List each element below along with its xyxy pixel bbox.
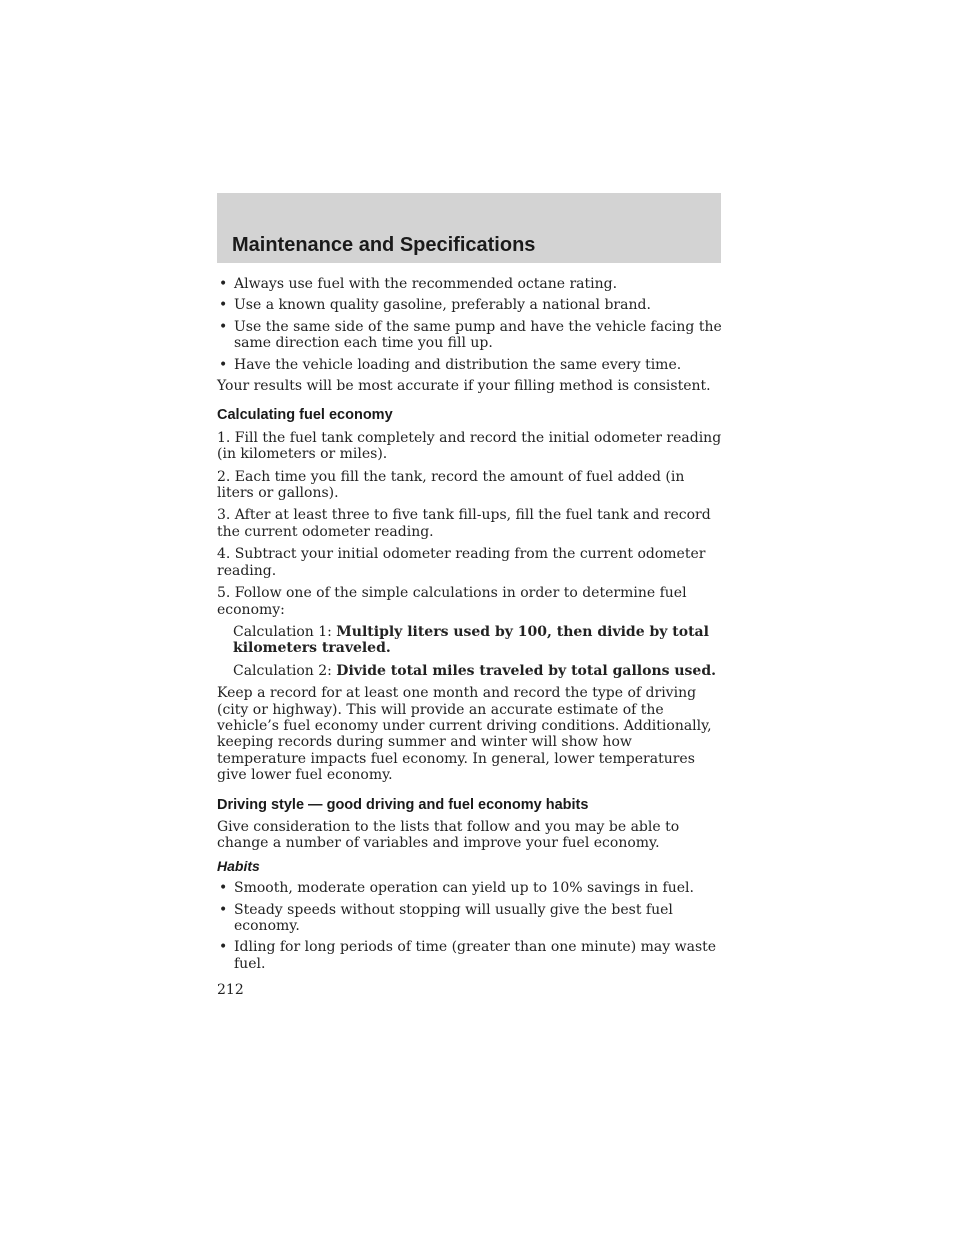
step-paragraph: 4. Subtract your initial odometer reading from the current odometer reading. (217, 546, 706, 579)
page-number: 212 (217, 982, 244, 998)
heading-habits: Habits (217, 857, 260, 874)
list-item: • Always use fuel with the recommended octane rating. (217, 276, 723, 292)
step-paragraph: 5. Follow one of the simple calculations in order to determine fuel economy: (217, 585, 687, 618)
list-item: • Use a known quality gasoline, preferably a national brand. (217, 297, 723, 313)
record-paragraph: Keep a record for at least one month and record the type of driving (city or highway). This will provide an accurate estimate of the vehicle’s fuel economy under current driving conditions. Additionally, keeping records during summer and winter will show how temperature impacts fuel economy. In general, lower temperatures give lower fuel economy. (217, 685, 712, 784)
consistency-note: Your results will be most accurate if your filling method is consistent. (217, 378, 711, 395)
list-item: • Steady speeds without stopping will usually give the best fuel economy. (217, 902, 723, 935)
calculation-1-label: Calculation 1: (233, 623, 337, 640)
heading-driving-style: Driving style — good driving and fuel economy habits (217, 796, 589, 813)
step-paragraph: 3. After at least three to five tank fill-ups, fill the fuel tank and record the current odometer reading. (217, 507, 711, 540)
calculation-1-formula: Multiply liters used by 100, then divide by total kilometers traveled. (233, 623, 709, 657)
section-title: Maintenance and Specifications (232, 234, 536, 256)
calculation-1 (217, 624, 723, 657)
list-item: • Have the vehicle loading and distribution the same every time. (217, 357, 723, 373)
step-paragraph: 1. Fill the fuel tank completely and record the initial odometer reading (in kilometers or miles). (217, 429, 722, 463)
calculation-2-label: Calculation 2: (233, 662, 337, 679)
heading-calculating-fuel-economy: Calculating fuel economy (217, 407, 393, 424)
page-content (217, 276, 723, 977)
section-header-band (217, 193, 721, 263)
list-item: • Use the same side of the same pump and have the vehicle facing the same direction each time you fill up. (217, 319, 723, 352)
habits-list (217, 880, 723, 972)
calculation-2 (217, 663, 723, 679)
calculation-2-formula: Divide total miles traveled by total gallons used. (336, 662, 717, 679)
fueling-tips-list (217, 276, 723, 373)
list-item: • Idling for long periods of time (greater than one minute) may waste fuel. (217, 939, 723, 972)
driving-style-intro: Give consideration to the lists that follow and you may be able to change a number of variables and improve your fuel economy. (217, 818, 680, 852)
step-paragraph: 2. Each time you fill the tank, record the amount of fuel added (in liters or gallons). (217, 468, 685, 502)
list-item: • Smooth, moderate operation can yield up to 10% savings in fuel. (217, 880, 723, 896)
